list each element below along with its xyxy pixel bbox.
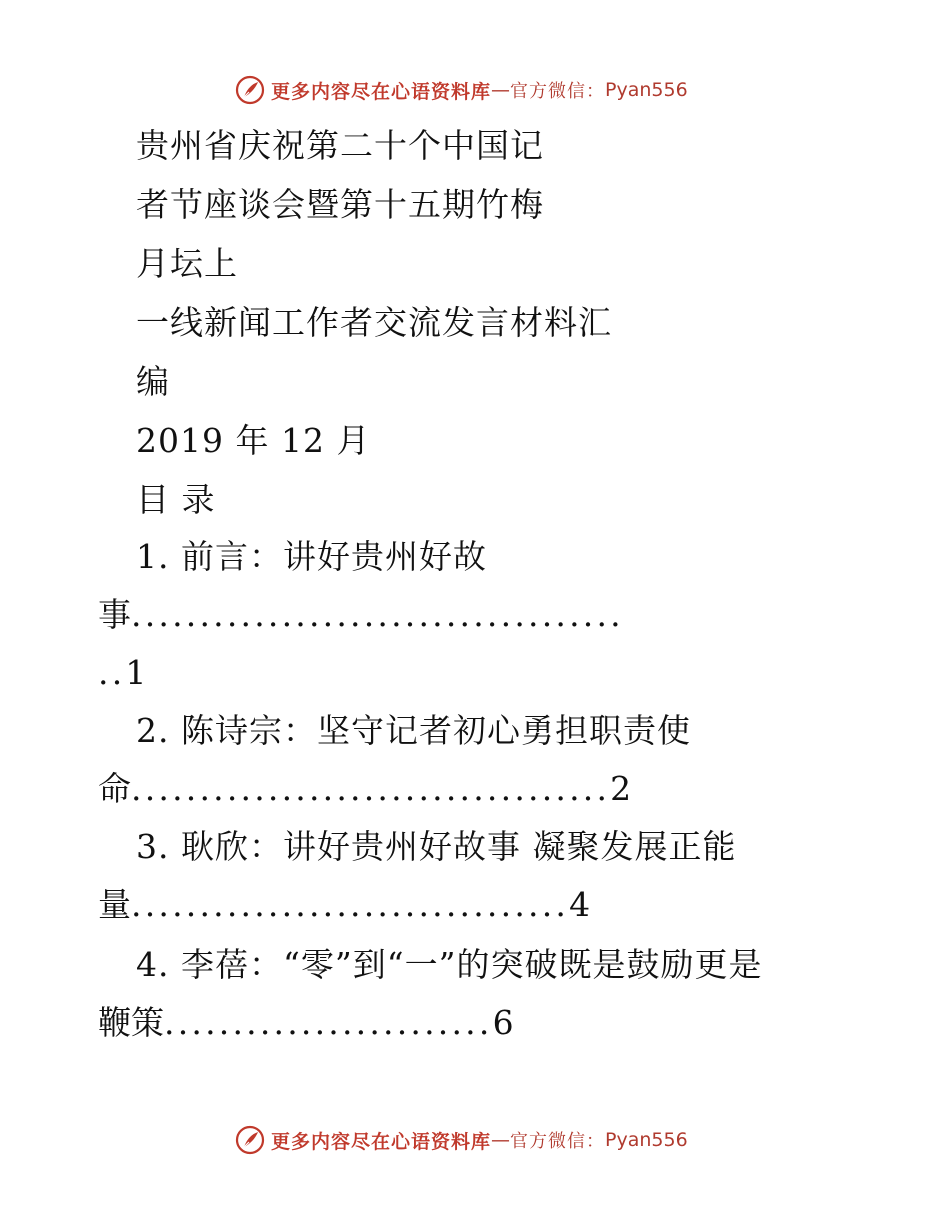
toc-entry-4-title[interactable]: 4. 李蓓：“零”到“一”的突破既是鼓励更是 <box>136 945 763 984</box>
watermark-wechat-id: Pyan556 <box>605 1129 688 1151</box>
toc-entry-3-title[interactable]: 3. 耿欣：讲好贵州好故事 凝聚发展正能 <box>136 827 737 866</box>
toc-entry-4-leader: ........................ <box>164 1003 493 1042</box>
watermark-wechat-id: Pyan556 <box>605 79 688 101</box>
watermark-dash: — <box>491 1129 511 1151</box>
title-line-3: 月坛上 <box>136 244 238 283</box>
watermark-footer <box>235 1123 688 1157</box>
toc-entry-2-tail-char: 命 <box>98 769 131 808</box>
toc-entry-1-leader: .................................... <box>131 595 624 634</box>
toc-entry-2-leader: ................................... <box>131 769 611 808</box>
toc-entry-2-page: 2 <box>610 769 632 808</box>
title-line-2: 者节座谈会暨第十五期竹梅 <box>136 185 544 224</box>
toc-entry-3-page: 4 <box>569 885 591 924</box>
watermark-dash: — <box>491 79 511 101</box>
toc-entry-3-tail-char: 量 <box>98 885 131 924</box>
feather-pen-logo-icon <box>235 1125 265 1155</box>
toc-entry-2-title[interactable]: 2. 陈诗宗：坚守记者初心勇担职责使 <box>136 711 691 750</box>
watermark-main-text: 更多内容尽在心语资料库 <box>271 1130 492 1153</box>
document-date: 2019 年 12 月 <box>136 421 371 460</box>
toc-entry-4-page: 6 <box>492 1003 514 1042</box>
toc-entry-1-title[interactable]: 1. 前言：讲好贵州好故 <box>136 537 487 576</box>
toc-entry-3-continuation[interactable] <box>98 885 591 924</box>
watermark-wechat-label: 官方微信： <box>510 1131 606 1152</box>
toc-entry-1-page: 1 <box>125 653 147 692</box>
toc-entry-3-leader: ................................ <box>131 885 570 924</box>
toc-entry-4-continuation[interactable] <box>98 1003 514 1042</box>
toc-entry-1-leader-end: .. <box>98 653 126 692</box>
watermark-header <box>235 73 688 107</box>
toc-entry-1-tail-char: 事 <box>98 595 131 634</box>
title-line-4: 一线新闻工作者交流发言材料汇 <box>136 303 612 342</box>
watermark-wechat-label: 官方微信： <box>510 81 606 102</box>
toc-entry-1-continuation[interactable] <box>98 595 624 634</box>
toc-entry-4-tail-char: 鞭策 <box>98 1003 164 1042</box>
feather-pen-logo-icon <box>235 75 265 105</box>
title-line-5: 编 <box>136 362 170 401</box>
toc-heading: 目 录 <box>136 480 216 519</box>
watermark-main-text: 更多内容尽在心语资料库 <box>271 80 492 103</box>
title-line-1: 贵州省庆祝第二十个中国记 <box>136 126 544 165</box>
toc-entry-1-page-line[interactable] <box>98 653 147 692</box>
toc-entry-2-continuation[interactable] <box>98 769 632 808</box>
